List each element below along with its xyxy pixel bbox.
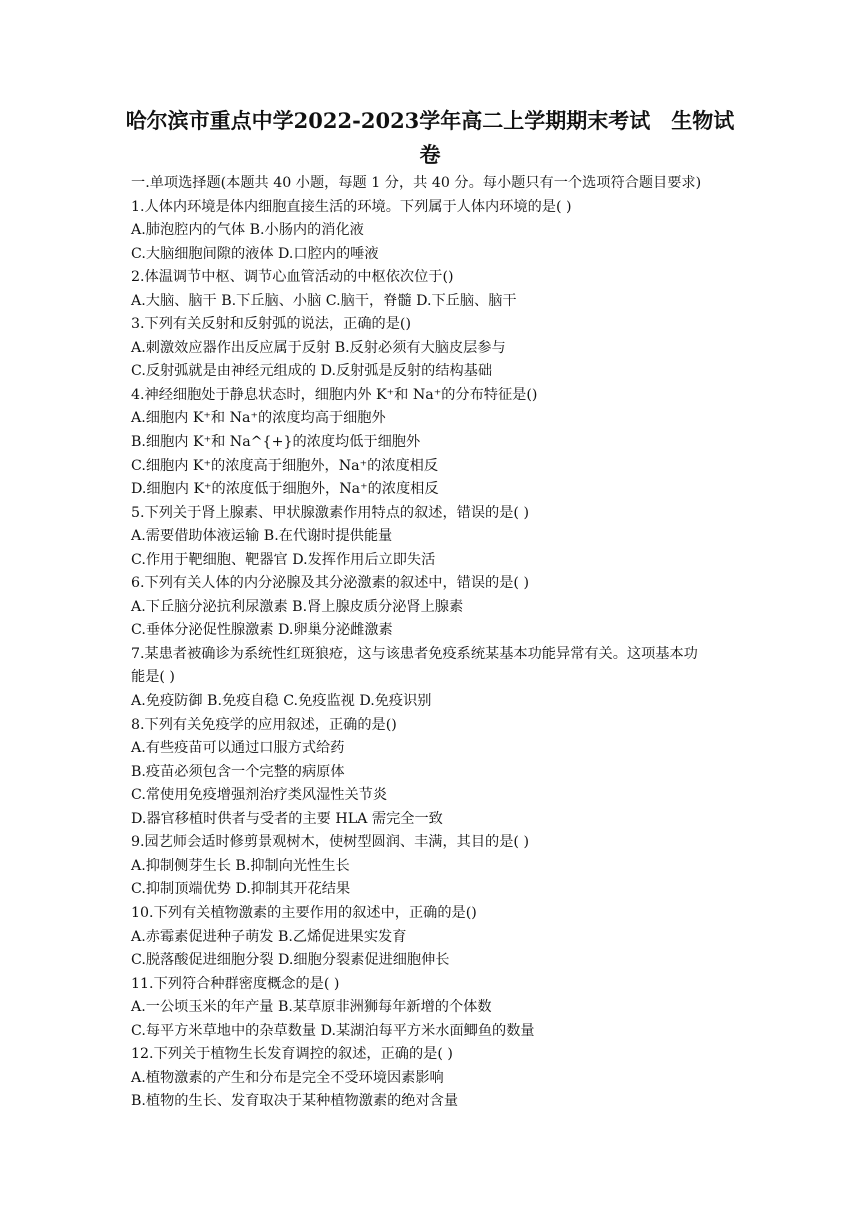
question-3-options-cd: C.反射弧就是由神经元组成的 D.反射弧是反射的结构基础 [131, 363, 493, 380]
title-line-1: 哈尔滨市重点中学2022-2023学年高二上学期期末考试 生物试 [125, 108, 735, 133]
question-3-options-ab: A.刺激效应器作出反应属于反射 B.反射必须有大脑皮层参与 [131, 339, 506, 356]
question-10: 10.下列有关植物激素的主要作用的叙述中，正确的是() [131, 904, 477, 921]
question-4-option-b: B.细胞内 K⁺和 Na^{+}的浓度均低于细胞外 [131, 434, 421, 451]
question-8: 8.下列有关免疫学的应用叙述，正确的是() [131, 716, 397, 733]
question-12-option-a: A.植物激素的产生和分布是完全不受环境因素影响 [131, 1069, 444, 1086]
section-heading: 一.单项选择题(本题共 40 小题，每题 1 分，共 40 分。每小题只有一个选项符合题目要求) [131, 175, 702, 191]
question-4: 4.神经细胞处于静息状态时，细胞内外 K⁺和 Na⁺的分布特征是() [131, 386, 538, 403]
question-9-options-cd: C.抑制顶端优势 D.抑制其开花结果 [131, 881, 351, 898]
question-11-options-cd: C.每平方米草地中的杂草数量 D.某湖泊每平方米水面鲫鱼的数量 [131, 1022, 535, 1039]
question-3: 3.下列有关反射和反射弧的说法，正确的是() [131, 316, 411, 333]
question-1-options-cd: C.大脑细胞间隙的液体 D.口腔内的唾液 [131, 245, 379, 262]
question-10-options-cd: C.脱落酸促进细胞分裂 D.细胞分裂素促进细胞伸长 [131, 952, 450, 969]
question-5-options-cd: C.作用于靶细胞、靶器官 D.发挥作用后立即失活 [131, 551, 436, 568]
question-5-options-ab: A.需要借助体液运输 B.在代谢时提供能量 [131, 528, 393, 545]
question-2: 2.体温调节中枢、调节心血管活动的中枢依次位于() [131, 269, 454, 286]
title-line-2: 卷 [419, 142, 441, 167]
question-7: 7.某患者被确诊为系统性红斑狼疮，这与该患者免疫系统某基本功能异常有关。这项基本功 [131, 645, 698, 662]
question-8-option-a: A.有些疫苗可以通过口服方式给药 [131, 740, 345, 757]
question-7-options: A.免疫防御 B.免疫自稳 C.免疫监视 D.免疫识别 [131, 693, 432, 710]
question-10-options-ab: A.赤霉素促进种子萌发 B.乙烯促进果实发育 [131, 928, 407, 945]
question-6-options-cd: C.垂体分泌促性腺激素 D.卵巢分泌雌激素 [131, 622, 393, 639]
question-9: 9.园艺师会适时修剪景观树木，使树型圆润、丰满，其目的是( ) [131, 834, 529, 851]
question-4-option-c: C.细胞内 K⁺的浓度高于细胞外，Na⁺的浓度相反 [131, 457, 439, 474]
question-11: 11.下列符合种群密度概念的是( ) [131, 975, 340, 992]
question-1: 1.人体内环境是体内细胞直接生活的环境。下列属于人体内环境的是( ) [131, 198, 572, 215]
question-4-option-a: A.细胞内 K⁺和 Na⁺的浓度均高于细胞外 [131, 410, 386, 427]
question-8-option-c: C.常使用免疫增强剂治疗类风湿性关节炎 [131, 787, 388, 804]
question-8-option-b: B.疫苗必须包含一个完整的病原体 [131, 763, 345, 780]
question-6-options-ab: A.下丘脑分泌抗利尿激素 B.肾上腺皮质分泌肾上腺素 [131, 598, 464, 615]
document-title [90, 104, 770, 172]
question-7-continued: 能是( ) [131, 669, 175, 686]
question-5: 5.下列关于肾上腺素、甲状腺激素作用特点的叙述，错误的是( ) [131, 504, 529, 521]
question-1-options-ab: A.肺泡腔内的气体 B.小肠内的消化液 [131, 222, 364, 239]
question-11-options-ab: A.一公顷玉米的年产量 B.某草原非洲狮每年新增的个体数 [131, 999, 492, 1016]
question-9-options-ab: A.抑制侧芽生长 B.抑制向光性生长 [131, 857, 350, 874]
document-body [131, 172, 751, 1114]
question-12-option-b: B.植物的生长、发育取决于某种植物激素的绝对含量 [131, 1093, 459, 1110]
question-2-options: A.大脑、脑干 B.下丘脑、小脑 C.脑干，脊髓 D.下丘脑、脑干 [131, 292, 517, 309]
question-12: 12.下列关于植物生长发育调控的叙述，正确的是( ) [131, 1046, 453, 1063]
question-8-option-d: D.器官移植时供者与受者的主要 HLA 需完全一致 [131, 810, 443, 827]
question-4-option-d: D.细胞内 K⁺的浓度低于细胞外，Na⁺的浓度相反 [131, 481, 439, 498]
question-6: 6.下列有关人体的内分泌腺及其分泌激素的叙述中，错误的是( ) [131, 575, 529, 592]
